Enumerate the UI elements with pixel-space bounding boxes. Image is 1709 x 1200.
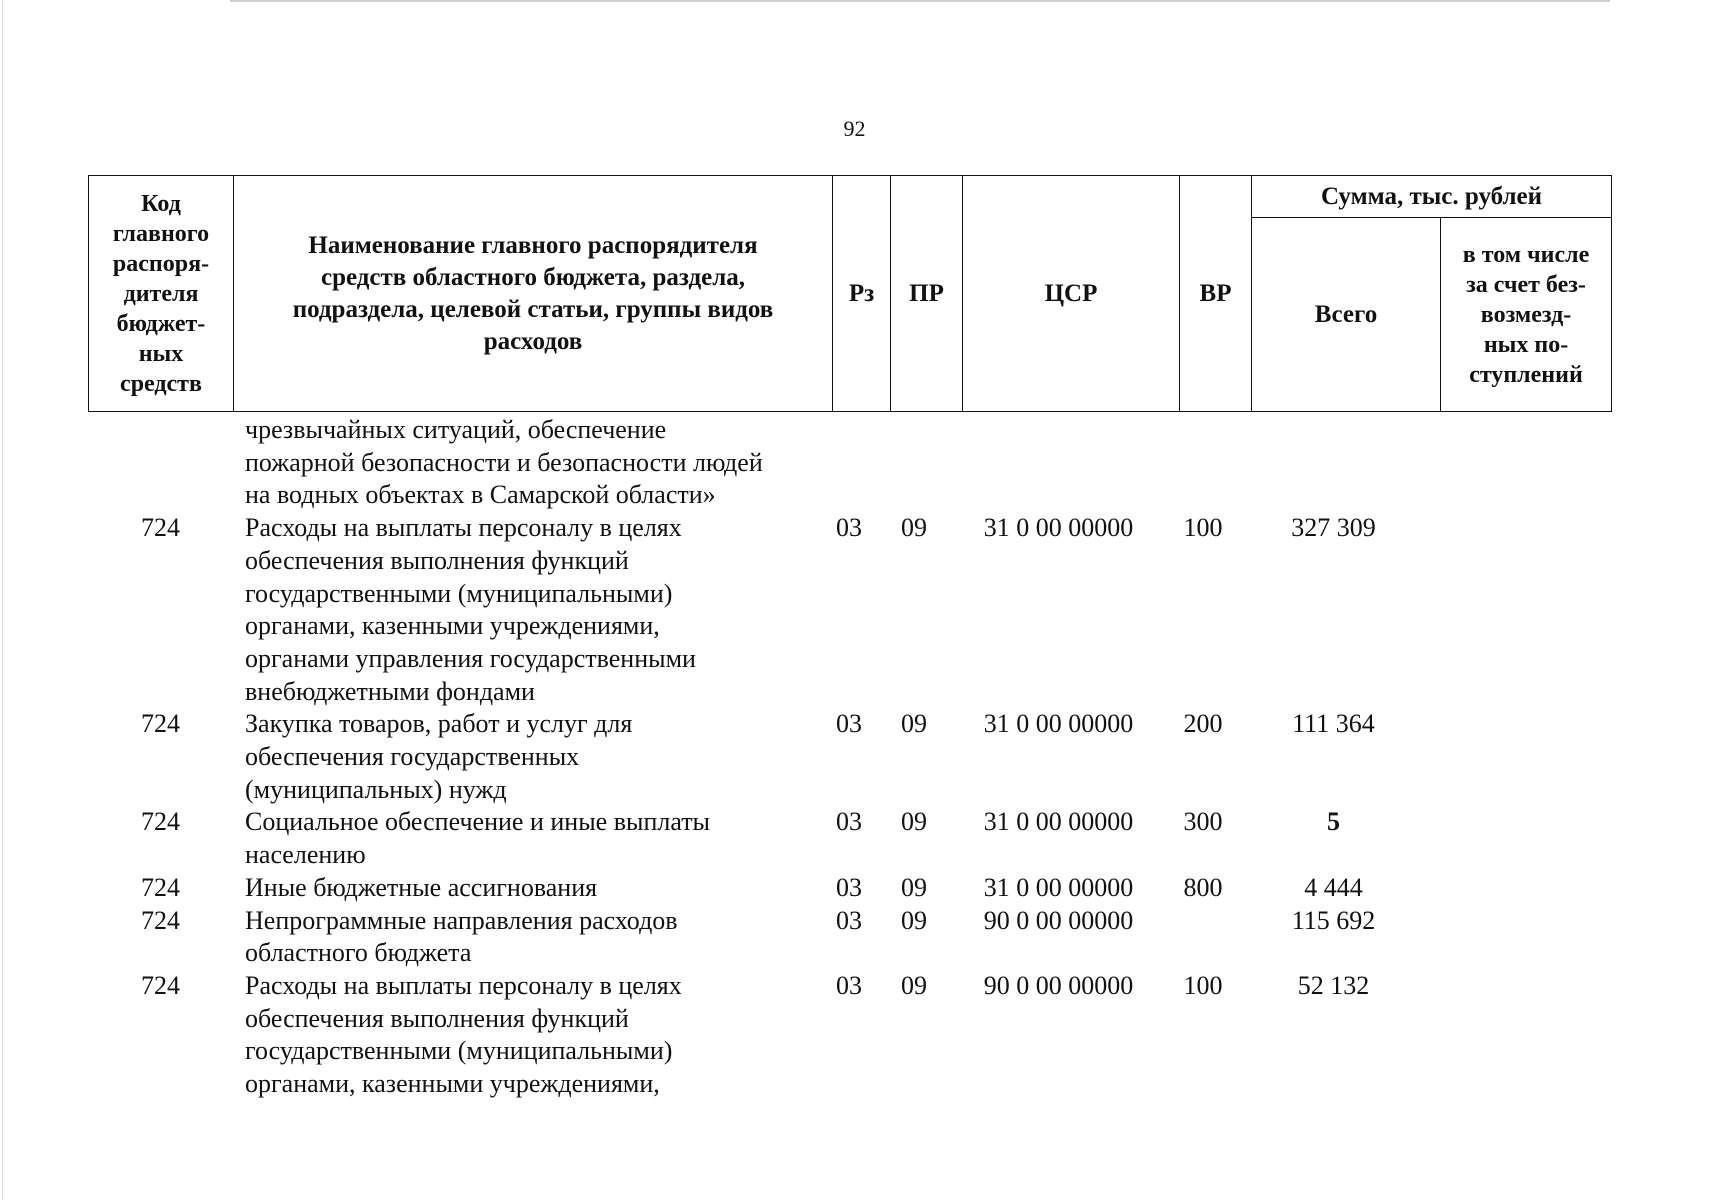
row-name [233, 806, 820, 871]
table-row [88, 872, 1611, 905]
row-pr: 09 [901, 970, 927, 1000]
row-name-line: государственными (муниципальными) [245, 578, 673, 608]
row-csr: 31 0 00 00000 [983, 872, 1134, 902]
header-vr: ВР [1180, 176, 1252, 412]
row-total: 327 309 [1291, 513, 1376, 543]
row-name-line: населению [245, 840, 366, 870]
row-code: 724 [141, 970, 180, 1000]
header-free-line: в том числе [1462, 241, 1590, 268]
row-total: 111 364 [1292, 709, 1375, 739]
header-name-line: средств областного бюджета, раздела, [320, 263, 746, 291]
row-rz: 03 [836, 513, 862, 543]
table-body [88, 414, 1611, 1101]
row-name [233, 905, 820, 970]
table-row [88, 708, 1611, 806]
row-rz: 03 [836, 905, 862, 935]
row-name-line: Закупка товаров, работ и услуг для [245, 709, 633, 739]
row-rz: 03 [836, 970, 862, 1000]
row-vr: 300 [1183, 807, 1223, 837]
row-code: 724 [141, 513, 180, 543]
row-csr [950, 414, 1167, 512]
table-row [88, 806, 1611, 871]
row-name [233, 414, 820, 512]
row-rz: 03 [836, 807, 862, 837]
scan-artifact-top [230, 0, 1610, 2]
table-header [88, 175, 1612, 412]
row-csr: 31 0 00 00000 [983, 513, 1134, 543]
row-code: 724 [141, 872, 180, 902]
row-vr: 100 [1183, 970, 1223, 1000]
header-code-line: бюджет- [116, 310, 206, 337]
row-rz: 03 [836, 709, 862, 739]
row-vr [1167, 414, 1239, 512]
row-csr: 31 0 00 00000 [983, 807, 1134, 837]
row-pr: 09 [901, 807, 927, 837]
row-name-line: органами, казенными учреждениями, [245, 611, 660, 641]
row-name-line: обеспечения выполнения функций [245, 1003, 629, 1033]
header-code-lines [93, 189, 229, 399]
row-total: 52 132 [1297, 970, 1370, 1000]
row-pr: 09 [901, 513, 927, 543]
page-number: 92 [843, 116, 866, 141]
row-name-line: Непрограммные направления расходов [245, 905, 678, 935]
header-code-line: распоря- [112, 250, 210, 277]
row-vr: 200 [1183, 709, 1223, 739]
row-name-line: обеспечения государственных [245, 742, 580, 772]
row-free [1428, 708, 1601, 806]
row-name [233, 970, 820, 1101]
row-name-line: пожарной безопасности и безопасности людей [245, 447, 763, 477]
row-name-line: Расходы на выплаты персоналу в целях [245, 513, 682, 543]
row-name [233, 512, 820, 708]
header-code-line: ных [138, 340, 184, 367]
header-name-line: Наименование главного распорядителя [308, 231, 758, 259]
row-total: 4 444 [1304, 872, 1363, 902]
row-name-line: органами управления государственными [245, 643, 696, 673]
header-free-line: ступлений [1469, 361, 1583, 388]
header-pr: ПР [891, 176, 963, 412]
row-pr: 09 [901, 709, 927, 739]
row-rz: 03 [836, 872, 862, 902]
row-code: 724 [141, 807, 180, 837]
header-name-line: расходов [483, 327, 583, 355]
row-name-line: на водных объектах в Самарской области» [245, 480, 716, 510]
row-name-line: областного бюджета [245, 938, 472, 968]
row-free [1428, 970, 1601, 1101]
header-free-line: возмезд- [1480, 301, 1572, 328]
header-code-line: главного [112, 220, 210, 247]
header-sum: Сумма, тыс. рублей [1252, 176, 1612, 218]
row-total: 5 [1327, 807, 1340, 837]
row-pr [878, 414, 950, 512]
table-row [88, 905, 1611, 970]
row-csr: 90 0 00 00000 [983, 905, 1134, 935]
header-free-line: ных по- [1483, 331, 1569, 358]
scan-artifact-left-edge [2, 0, 3, 1200]
header-name-lines [238, 230, 828, 358]
table-row [88, 512, 1611, 708]
row-name-line: (муниципальных) нужд [245, 774, 507, 804]
row-total: 115 692 [1291, 905, 1376, 935]
row-free [1428, 872, 1601, 905]
row-pr: 09 [901, 872, 927, 902]
row-free [1428, 806, 1601, 871]
row-free [1428, 414, 1601, 512]
row-code: 724 [141, 709, 180, 739]
table-row [88, 970, 1611, 1101]
header-total: Всего [1252, 218, 1441, 412]
header-name-line: подраздела, целевой статьи, группы видов [292, 295, 774, 323]
row-vr: 100 [1183, 513, 1223, 543]
header-code [89, 176, 234, 412]
table-row [88, 414, 1611, 512]
row-name [233, 708, 820, 806]
row-vr [1167, 905, 1239, 970]
row-csr: 90 0 00 00000 [983, 970, 1134, 1000]
header-free-line: за счет без- [1466, 271, 1586, 298]
header-free-lines [1445, 240, 1607, 390]
row-code [88, 414, 233, 512]
header-csr: ЦСР [963, 176, 1180, 412]
header-free [1441, 218, 1612, 412]
row-free [1428, 905, 1601, 970]
row-name-line: Иные бюджетные ассигнования [245, 872, 598, 902]
row-pr: 09 [901, 905, 927, 935]
row-rz [820, 414, 878, 512]
row-name-line: внебюджетными фондами [245, 676, 535, 706]
row-name-line: обеспечения выполнения функций [245, 545, 629, 575]
row-name [233, 872, 820, 905]
row-free [1428, 512, 1601, 708]
header-code-line: средств [120, 370, 202, 397]
header-name [234, 176, 833, 412]
row-name-line: государственными (муниципальными) [245, 1036, 673, 1066]
row-name-line: органами, казенными учреждениями, [245, 1069, 660, 1099]
row-code: 724 [141, 905, 180, 935]
row-csr: 31 0 00 00000 [983, 709, 1134, 739]
row-name-line: Расходы на выплаты персоналу в целях [245, 970, 682, 1000]
header-rz: Рз [833, 176, 891, 412]
row-vr: 800 [1183, 872, 1223, 902]
row-name-line: чрезвычайных ситуаций, обеспечение [245, 415, 667, 444]
header-code-line: дителя [123, 280, 199, 307]
row-name-line: Социальное обеспечение и иные выплаты [245, 807, 711, 837]
header-code-line: Код [141, 190, 181, 217]
row-total [1239, 414, 1428, 512]
